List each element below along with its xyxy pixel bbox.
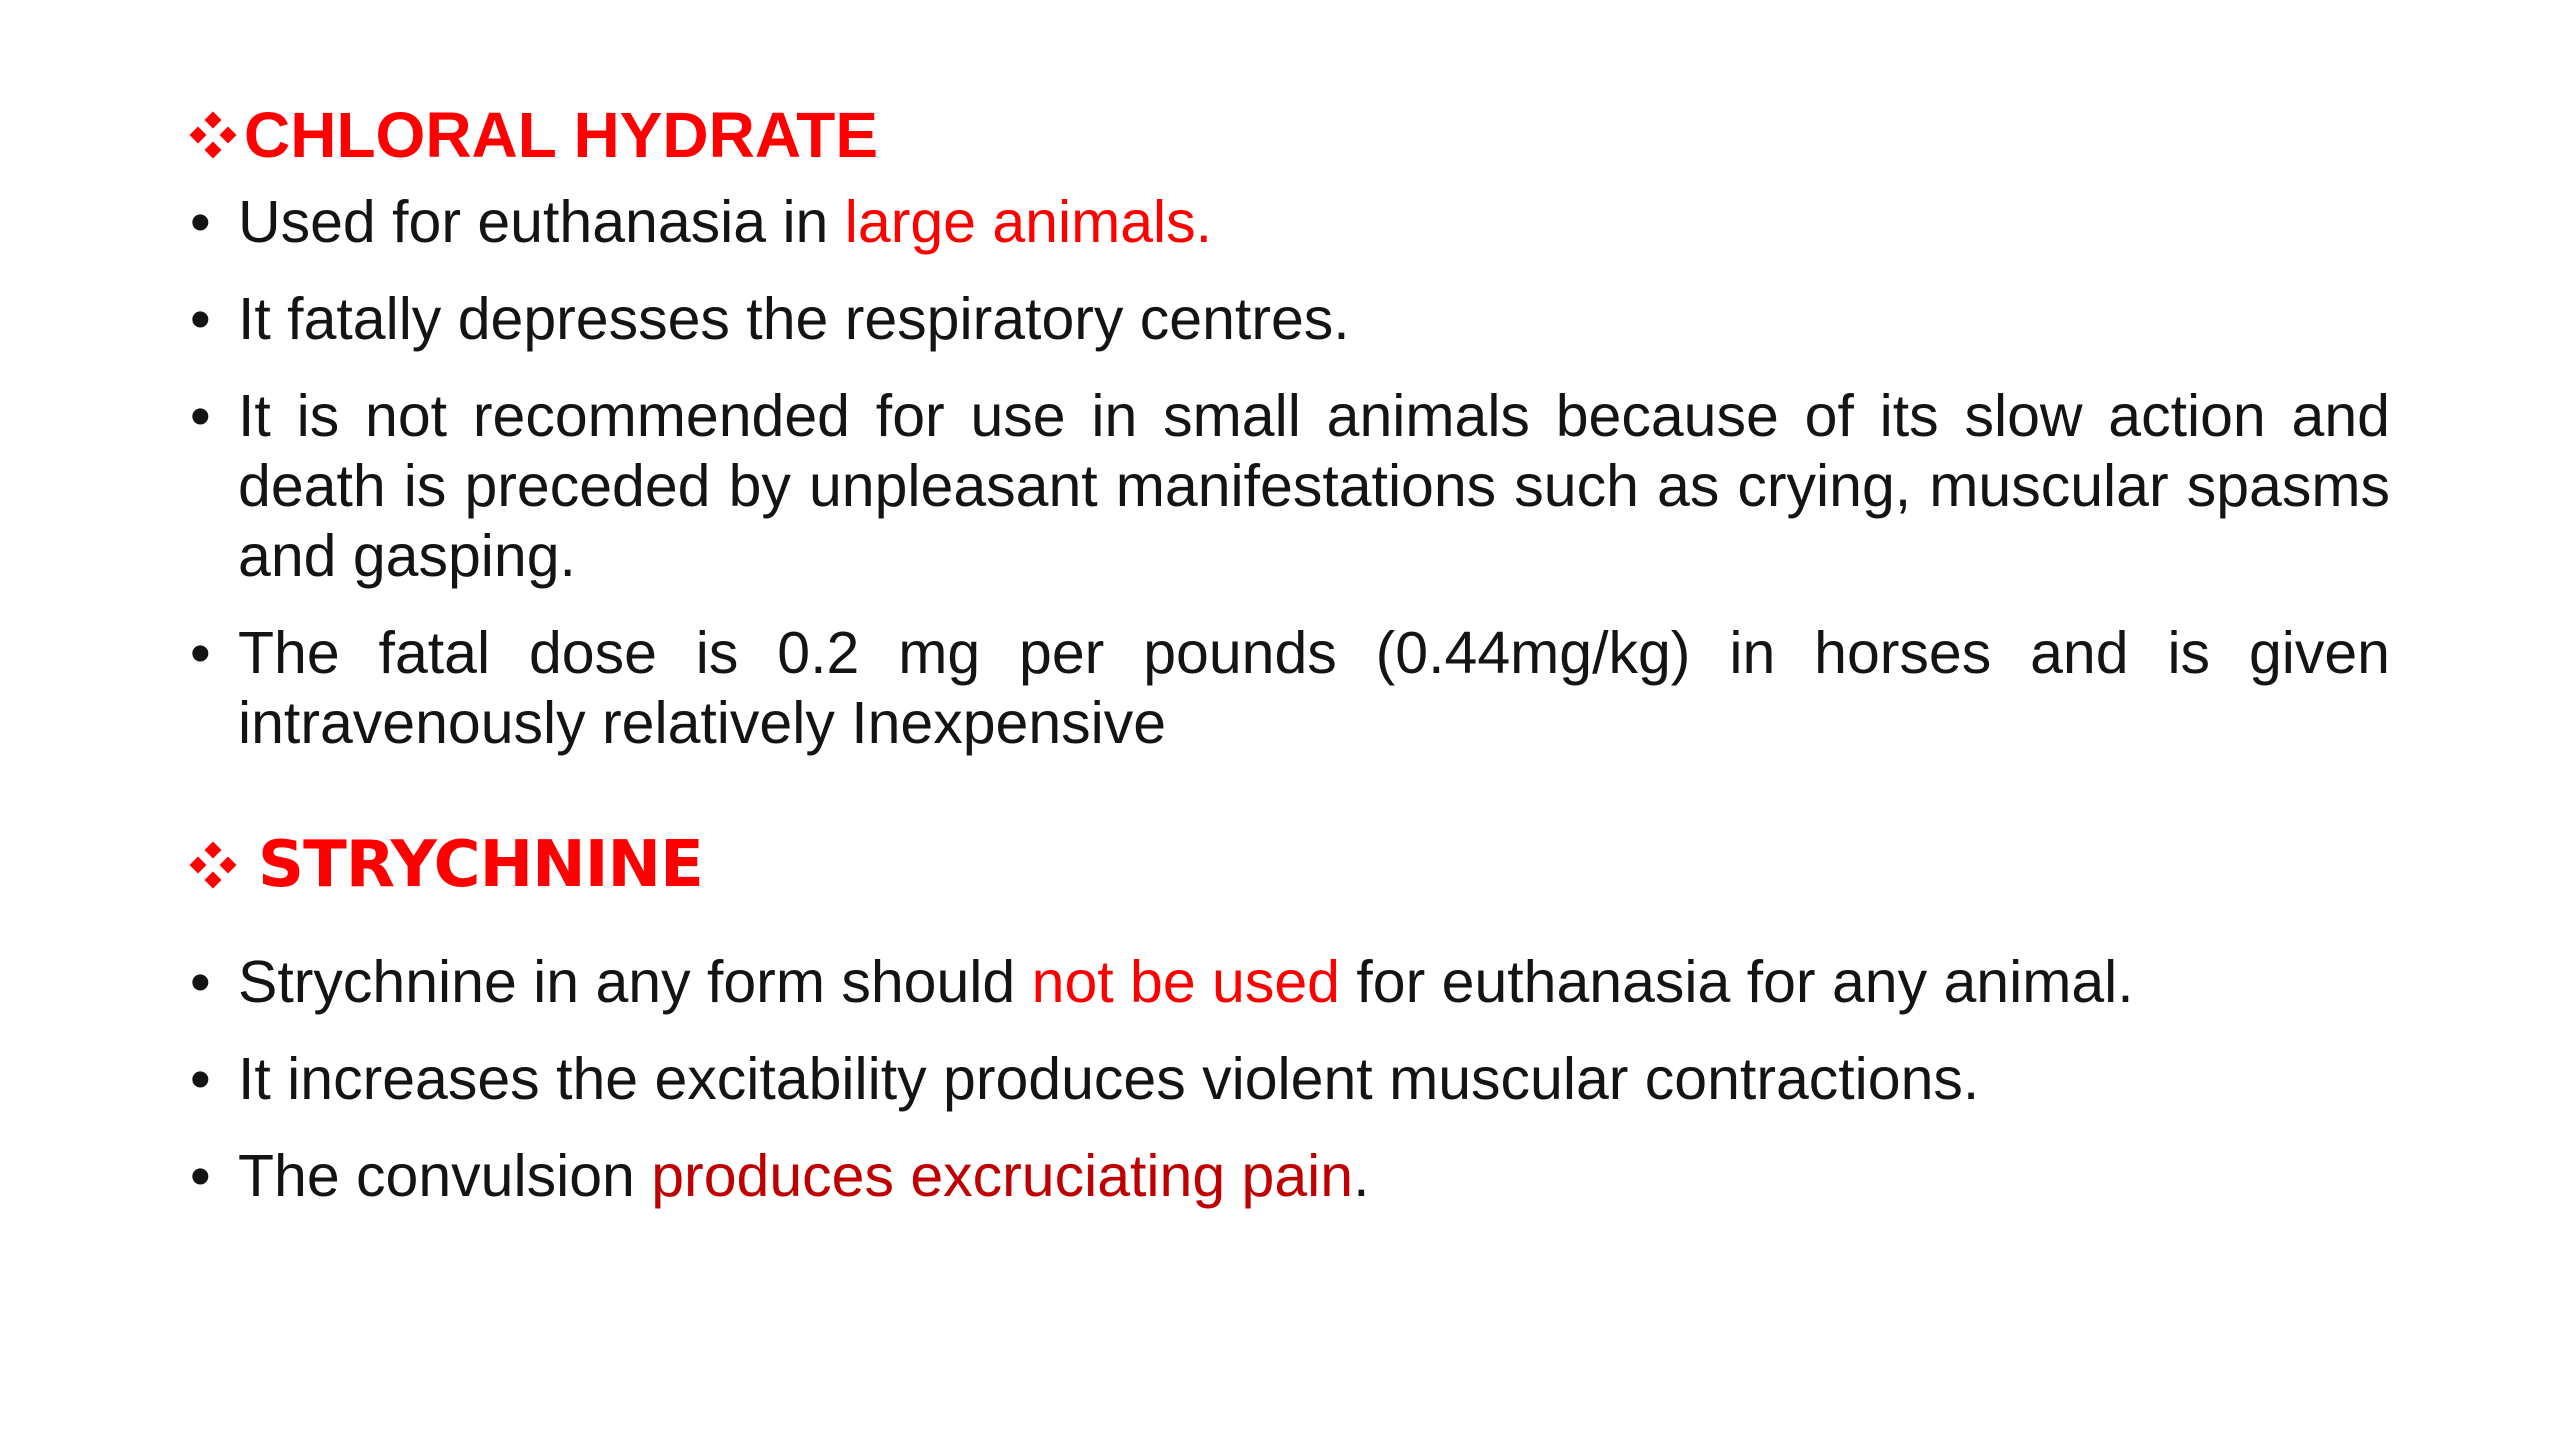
list-item xyxy=(190,618,2390,758)
list-item xyxy=(190,1044,2390,1114)
list-item-text: It is not recommended for use in small animals because of its slow action and death is preceded by unpleasant manifestations such as crying, muscular spasms and gasping. xyxy=(238,383,2390,589)
bullet-dot-icon: • xyxy=(190,1046,211,1112)
bullet-dot-icon: • xyxy=(190,286,211,352)
bullet-dot-icon: • xyxy=(190,949,211,1015)
diamond-bullet-icon xyxy=(190,112,236,158)
highlight-text: not be used xyxy=(1031,949,1340,1015)
list-item xyxy=(190,381,2390,591)
section-chloral-hydrate xyxy=(190,95,2390,785)
list-item xyxy=(190,947,2390,1017)
bullet-dot-icon: • xyxy=(190,383,211,449)
list-item-text: . xyxy=(1353,1143,1370,1209)
highlight-text: produces excruciating pain xyxy=(651,1143,1354,1209)
section-heading-text: CHLORAL HYDRATE xyxy=(244,99,879,171)
bullet-list xyxy=(190,187,2390,758)
diamond-bullet-icon xyxy=(190,842,236,888)
list-item-text: Strychnine in any form should xyxy=(238,949,1032,1015)
bullet-dot-icon: • xyxy=(190,1143,211,1209)
section-strychnine xyxy=(190,825,2390,1238)
bullet-dot-icon: • xyxy=(190,620,211,686)
list-item-text: The fatal dose is 0.2 mg per pounds (0.44mg/kg) in horses and is given intravenously relatively Inexpensive xyxy=(238,620,2390,756)
section-heading xyxy=(190,825,2390,905)
list-item-text: for euthanasia for any animal. xyxy=(1340,949,2134,1015)
list-item-text: The convulsion xyxy=(238,1143,652,1209)
list-item xyxy=(190,187,2390,257)
bullet-dot-icon: • xyxy=(190,189,211,255)
highlight-text: large animals. xyxy=(844,189,1213,255)
list-item-text: It fatally depresses the respiratory centres. xyxy=(238,286,1350,352)
list-item xyxy=(190,284,2390,354)
section-heading-text: STRYCHNINE xyxy=(258,828,703,902)
section-heading xyxy=(190,95,2390,175)
bullet-list xyxy=(190,947,2390,1211)
list-item-text: It increases the excitability produces violent muscular contractions. xyxy=(238,1046,1980,1112)
list-item xyxy=(190,1141,2390,1211)
list-item-text: Used for euthanasia in xyxy=(238,189,845,255)
